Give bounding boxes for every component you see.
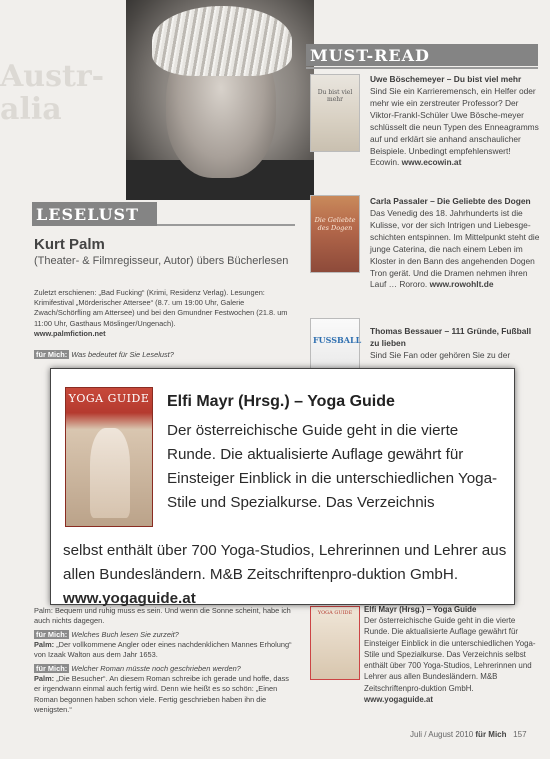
author-photo: [126, 0, 314, 200]
item3-body: Sind Sie Fan oder gehören Sie zu der: [370, 349, 511, 360]
book3-label: FUSSBALL: [313, 335, 362, 345]
leselust-underline: [157, 224, 295, 226]
zoom-overlay: [50, 368, 515, 605]
answer-1: Palm: Bequem und ruhig muss es sein. Und wenn die Sonne scheint, habe ich auch nichts dagegen.: [34, 606, 291, 626]
item1-url[interactable]: www.ecowin.at: [401, 157, 462, 168]
item4-url[interactable]: www.yogaguide.at: [364, 694, 433, 704]
item2-body: Das Venedig des 18. Jahrhunderts ist die Kulisse, vor der sich Intrigen und Liebesge-schichten entspinnen. Im Mittelpunkt steht die junge Caterina, die nach einem Leben im Kloster in den Bann des angehenden Dogen Tron gerät. Und die Dramen nehmen ihren Lauf … Rororo.: [370, 207, 540, 290]
overlay-url[interactable]: www.yogaguide.at: [63, 590, 196, 607]
overlay-body-bottom-text: selbst enthält über 700 Yoga-Studios, Lehrerinnen und Lehrer aus allen Bundesländern. M&B Zeitschriftenpro-duktion GmbH.: [63, 542, 507, 583]
intro-text: [34, 288, 292, 339]
photo-hair: [152, 6, 292, 76]
mustread-underline: [306, 67, 538, 69]
leselust-header: LESELUST: [32, 202, 157, 226]
item1-title: Uwe Böschemeyer – Du bist viel mehr: [370, 74, 522, 84]
item-passaler: [370, 196, 540, 291]
q3-tag: für Mich:: [36, 664, 68, 673]
question-2: [34, 630, 292, 661]
book-cover-boeschemeyer: [310, 74, 360, 152]
question-3: [34, 664, 292, 715]
background-ghost-text: Australia: [0, 59, 105, 127]
item2-url[interactable]: www.rowohlt.de: [429, 279, 494, 290]
q2-text: Welches Buch lesen Sie zurzeit?: [71, 630, 179, 639]
question-1: [34, 350, 292, 360]
book2-label: Die Geliebte des Dogen: [314, 216, 356, 232]
item-bessauer: [370, 326, 540, 362]
intro-body: Zuletzt erschienen: „Bad Fucking“ (Krimi, Residenz Verlag). Lesungen: Krimifestival „Mörderischer Attersee“ (8.7. um 19:00 Uhr, Galerie Zwach/Schörfling am Attersee) und bei den Gmundner Festwochen (21.8. um 11:00 Uhr, Gasthaus Möslinger/Ungenach).: [34, 288, 288, 328]
item4-title: Elfi Mayr (Hrsg.) – Yoga Guide: [364, 605, 477, 614]
overlay-body-bottom: [63, 539, 508, 611]
a2-text: „Der vollkommene Angler oder eines nachdenklichen Mannes Erholung“ von Izaak Walton aus dem Jahr 1653.: [34, 640, 292, 660]
overlay-title: Elfi Mayr (Hrsg.) – Yoga Guide: [167, 393, 395, 410]
yoga-cover-figure: [90, 428, 130, 518]
item4-body: Der österreichische Guide geht in die vierte Runde. Die aktualisierte Auflage gewährt für Einsteiger Einblick in die unterschiedlichen Yoga-Stile und Spezialkurse. Das Verzeichnis selbst enthält über 700 Yoga-Studios, Lehrerinnen und Lehrer aus allen Bundesländern. M&B Zeitschriftenpro-duktion GmbH.: [364, 616, 536, 693]
book-cover-fussball: [310, 318, 360, 370]
q1-text: Was bedeutet für Sie Leselust?: [71, 350, 174, 359]
footer-date: Juli / August 2010: [410, 730, 474, 739]
author-name: Kurt Palm: [34, 236, 105, 253]
author-subtitle: (Theater- & Filmregisseur, Autor) übers Bücherlesen: [34, 255, 289, 267]
item-boeschemeyer: [370, 74, 540, 169]
author-url[interactable]: www.palmfiction.net: [34, 328, 106, 338]
mustread-header: MUST-READ: [306, 44, 538, 66]
book-cover-yoga-small: [310, 606, 360, 680]
item3-title: Thomas Bessauer – 111 Gründe, Fußball zu lieben: [370, 326, 532, 348]
a2-label: Palm:: [34, 640, 55, 650]
yoga-cover-title: YOGA GUIDE: [68, 392, 150, 405]
page-footer: [410, 730, 527, 739]
a3-label: Palm:: [34, 674, 55, 684]
q3-text: Welcher Roman müsste noch geschrieben werden?: [71, 664, 241, 673]
book-cover-passaler: [310, 195, 360, 273]
footer-magazine: für Mich: [475, 730, 507, 739]
overlay-body-top: Der österreichische Guide geht in die vierte Runde. Die aktualisierte Auflage gewährt für Einsteiger Einblick in die unterschiedlichen Yoga-Stile und Spezialkurse. Das Verzeichnis: [167, 422, 498, 511]
book1-label: Du bist viel mehr: [317, 89, 353, 103]
item1-body: Sind Sie ein Karrieremensch, ein Helfer oder mehr wie ein zerstreuter Professor? Der Viktor-Frankl-Schüler Uwe Bösche-meyer schlüsselt die neun Typen des Enneagramms auf und erklärt sie anhand anschaulicher Beispiele. Unbedingt empfehlenswert! Ecowin.: [370, 85, 539, 168]
item-yoga-small: [364, 604, 542, 705]
footer-page-number: 157: [513, 730, 527, 739]
q2-tag: für Mich:: [36, 630, 68, 639]
yoga-guide-cover: [65, 387, 153, 527]
q1-tag: für Mich:: [36, 350, 68, 359]
a3-text: „Die Besucher“. An diesem Roman schreibe ich gerade und hoffe, dass er irgendwann einmal auch fertig wird. Denn wie heißt es so schön: „Einen Roman begonnen haben schon viele. Fertig geschrieben haben ihn die wenigsten.“: [34, 674, 290, 714]
book4-label: YOGA GUIDE: [317, 610, 353, 616]
item2-title: Carla Passaler – Die Geliebte des Dogen: [370, 196, 531, 206]
